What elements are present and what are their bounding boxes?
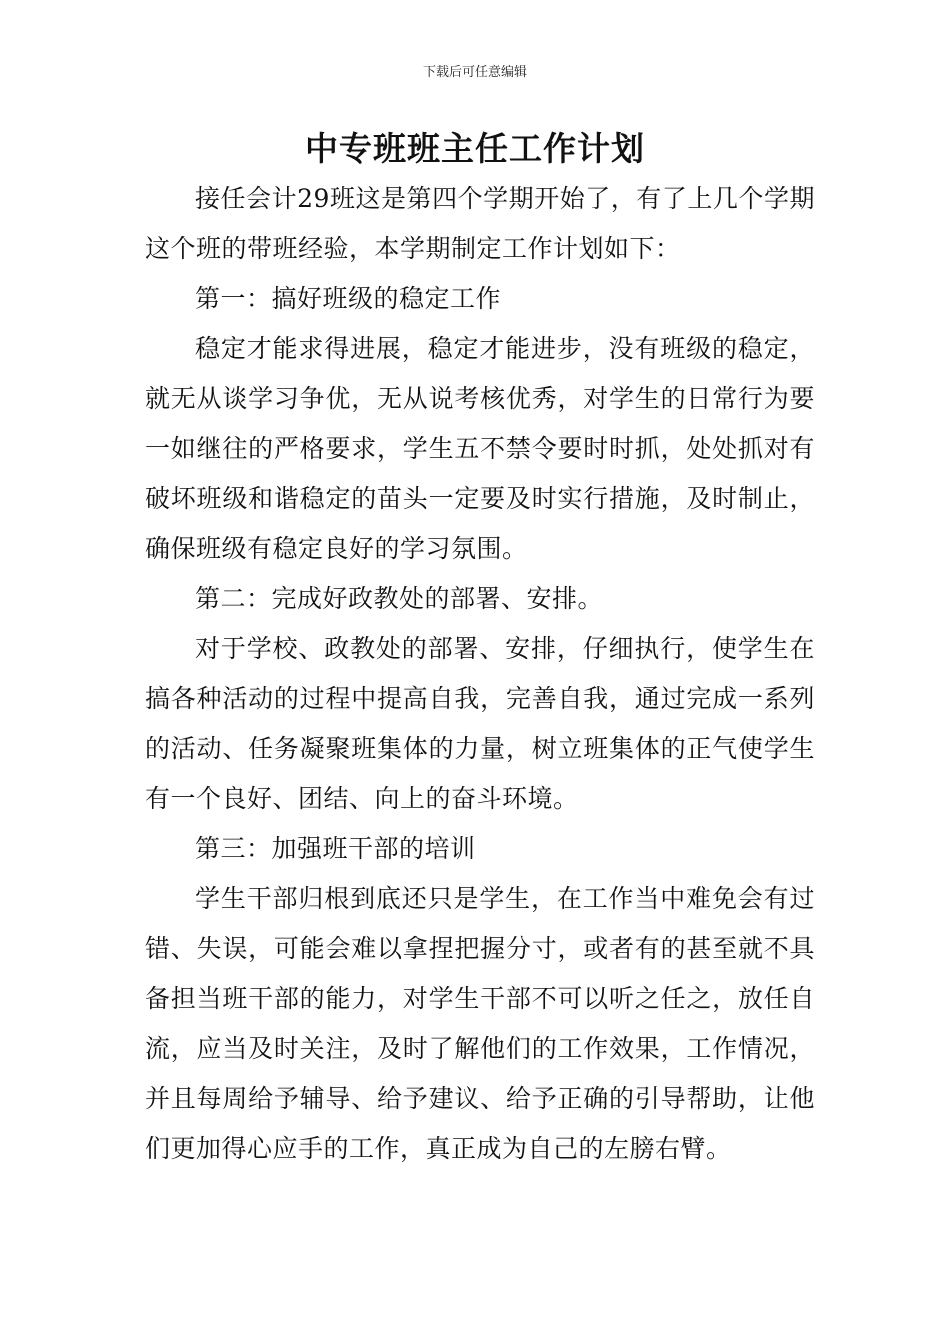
- intro-paragraph: 接任会计29班这是第四个学期开始了，有了上几个学期这个班的带班经验，本学期制定工作计划如下：: [145, 184, 815, 263]
- section-paragraph-2: 对于学校、政教处的部署、安排，仔细执行，使学生在搞各种活动的过程中提高自我，完善自我，通过完成一系列的活动、任务凝聚班集体的力量，树立班集体的正气使学生有一个良好、团结、向上的奋斗环境。: [145, 634, 815, 813]
- section-paragraph-3: 学生干部归根到底还只是学生，在工作当中难免会有过错、失误，可能会难以拿捏把握分寸，或者有的甚至就不具备担当班干部的能力，对学生干部不可以听之任之，放任自流，应当及时关注，及时了解他们的工作效果，工作情况，并且每周给予辅导、给予建议、给予正确的引导帮助，让他们更加得心应手的工作，真正成为自己的左膀右臂。: [145, 884, 815, 1163]
- section-heading-1: 第一：搞好班级的稳定工作: [195, 284, 502, 313]
- document-title: 中专班班主任工作计划: [305, 129, 645, 168]
- document-body: [145, 174, 815, 1174]
- section-paragraph-1: 稳定才能求得进展，稳定才能进步，没有班级的稳定，就无从谈学习争优，无从说考核优秀，对学生的日常行为要一如继往的严格要求，学生五不禁令要时时抓，处处抓对有破坏班级和谐稳定的苗头一定要及时实行措施，及时制止，确保班级有稳定良好的学习氛围。: [145, 334, 815, 563]
- header-note: 下载后可任意编辑: [422, 65, 527, 80]
- section-heading-3: 第三：加强班干部的培训: [195, 834, 476, 863]
- section-heading-2: 第二：完成好政教处的部署、安排。: [195, 584, 604, 613]
